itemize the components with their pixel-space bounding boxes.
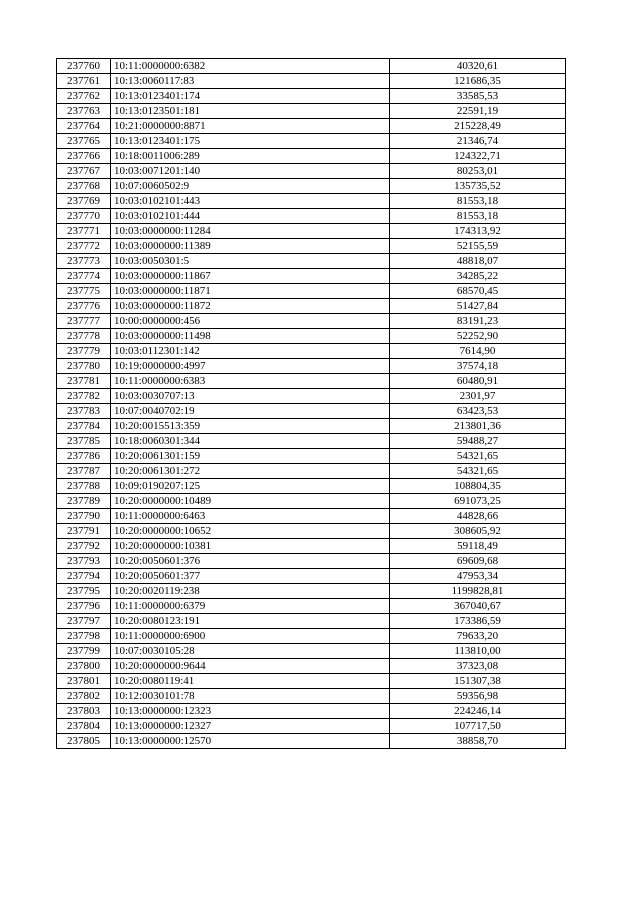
value-cell: 213801,36: [390, 419, 566, 434]
value-cell: 69609,68: [390, 554, 566, 569]
value-cell: 48818,07: [390, 254, 566, 269]
value-cell: 52252,90: [390, 329, 566, 344]
cadastral-number-cell: 10:19:0000000:4997: [111, 359, 390, 374]
table-row: [57, 314, 566, 329]
row-id-cell: 237760: [57, 59, 111, 74]
cadastral-number-cell: 10:13:0000000:12323: [111, 704, 390, 719]
row-id-cell: 237783: [57, 404, 111, 419]
row-id-cell: 237778: [57, 329, 111, 344]
value-cell: 121686,35: [390, 74, 566, 89]
value-cell: 1199828,81: [390, 584, 566, 599]
table-row: [57, 419, 566, 434]
table-row: [57, 719, 566, 734]
table-row: [57, 524, 566, 539]
table-row: [57, 584, 566, 599]
table-row: [57, 374, 566, 389]
cadastral-number-cell: 10:12:0030101:78: [111, 689, 390, 704]
value-cell: 44828,66: [390, 509, 566, 524]
cadastral-number-cell: 10:03:0000000:11498: [111, 329, 390, 344]
row-id-cell: 237765: [57, 134, 111, 149]
cadastral-number-cell: 10:03:0030707:13: [111, 389, 390, 404]
row-id-cell: 237776: [57, 299, 111, 314]
table-row: [57, 599, 566, 614]
cadastral-number-cell: 10:13:0000000:12570: [111, 734, 390, 749]
value-cell: 308605,92: [390, 524, 566, 539]
table-row: [57, 629, 566, 644]
cadastral-number-cell: 10:11:0000000:6463: [111, 509, 390, 524]
value-cell: 59488,27: [390, 434, 566, 449]
table-row: [57, 689, 566, 704]
cadastral-number-cell: 10:18:0060301:344: [111, 434, 390, 449]
table-row: [57, 494, 566, 509]
row-id-cell: 237805: [57, 734, 111, 749]
table-row: [57, 194, 566, 209]
value-cell: 174313,92: [390, 224, 566, 239]
cadastral-number-cell: 10:18:0011006:289: [111, 149, 390, 164]
row-id-cell: 237796: [57, 599, 111, 614]
cadastral-number-cell: 10:13:0123501:181: [111, 104, 390, 119]
row-id-cell: 237781: [57, 374, 111, 389]
cadastral-number-cell: 10:07:0040702:19: [111, 404, 390, 419]
cadastral-number-cell: 10:21:0000000:8871: [111, 119, 390, 134]
table-row: [57, 614, 566, 629]
value-cell: 151307,38: [390, 674, 566, 689]
table-row: [57, 434, 566, 449]
value-cell: 21346,74: [390, 134, 566, 149]
value-cell: 2301,97: [390, 389, 566, 404]
table-row: [57, 659, 566, 674]
cadastral-number-cell: 10:03:0000000:11389: [111, 239, 390, 254]
value-cell: 54321,65: [390, 464, 566, 479]
cadastral-number-cell: 10:03:0102101:443: [111, 194, 390, 209]
row-id-cell: 237789: [57, 494, 111, 509]
value-cell: 37574,18: [390, 359, 566, 374]
value-cell: 54321,65: [390, 449, 566, 464]
cadastral-number-cell: 10:03:0000000:11871: [111, 284, 390, 299]
table-row: [57, 209, 566, 224]
cadastral-number-cell: 10:11:0000000:6383: [111, 374, 390, 389]
row-id-cell: 237770: [57, 209, 111, 224]
cadastral-number-cell: 10:20:0015513:359: [111, 419, 390, 434]
row-id-cell: 237793: [57, 554, 111, 569]
value-cell: 80253,01: [390, 164, 566, 179]
cadastral-number-cell: 10:20:0080119:41: [111, 674, 390, 689]
row-id-cell: 237780: [57, 359, 111, 374]
cadastral-number-cell: 10:00:0000000:456: [111, 314, 390, 329]
row-id-cell: 237766: [57, 149, 111, 164]
row-id-cell: 237772: [57, 239, 111, 254]
row-id-cell: 237792: [57, 539, 111, 554]
table-row: [57, 59, 566, 74]
row-id-cell: 237762: [57, 89, 111, 104]
table-row: [57, 704, 566, 719]
table-row: [57, 644, 566, 659]
cadastral-number-cell: 10:03:0102101:444: [111, 209, 390, 224]
row-id-cell: 237777: [57, 314, 111, 329]
value-cell: 51427,84: [390, 299, 566, 314]
table-row: [57, 74, 566, 89]
value-cell: 224246,14: [390, 704, 566, 719]
value-cell: 63423,53: [390, 404, 566, 419]
cadastral-number-cell: 10:07:0030105:28: [111, 644, 390, 659]
cadastral-number-cell: 10:20:0050601:377: [111, 569, 390, 584]
table-row: [57, 284, 566, 299]
cadastral-number-cell: 10:11:0000000:6379: [111, 599, 390, 614]
value-cell: 81553,18: [390, 194, 566, 209]
value-cell: 60480,91: [390, 374, 566, 389]
row-id-cell: 237774: [57, 269, 111, 284]
cadastral-number-cell: 10:11:0000000:6900: [111, 629, 390, 644]
cadastral-number-cell: 10:20:0050601:376: [111, 554, 390, 569]
table-row: [57, 179, 566, 194]
row-id-cell: 237804: [57, 719, 111, 734]
cadastral-number-cell: 10:20:0080123:191: [111, 614, 390, 629]
cadastral-number-cell: 10:13:0000000:12327: [111, 719, 390, 734]
value-cell: 124322,71: [390, 149, 566, 164]
row-id-cell: 237803: [57, 704, 111, 719]
table-row: [57, 164, 566, 179]
value-cell: 38858,70: [390, 734, 566, 749]
value-cell: 59118,49: [390, 539, 566, 554]
row-id-cell: 237763: [57, 104, 111, 119]
cadastral-number-cell: 10:03:0071201:140: [111, 164, 390, 179]
value-cell: 108804,35: [390, 479, 566, 494]
value-cell: 81553,18: [390, 209, 566, 224]
cadastral-number-cell: 10:13:0060117:83: [111, 74, 390, 89]
table-row: [57, 134, 566, 149]
row-id-cell: 237801: [57, 674, 111, 689]
table-row: [57, 299, 566, 314]
row-id-cell: 237782: [57, 389, 111, 404]
value-cell: 107717,50: [390, 719, 566, 734]
table-row: [57, 89, 566, 104]
table-row: [57, 254, 566, 269]
cadastral-number-cell: 10:20:0000000:10489: [111, 494, 390, 509]
cadastral-number-cell: 10:20:0000000:10652: [111, 524, 390, 539]
row-id-cell: 237795: [57, 584, 111, 599]
table-row: [57, 554, 566, 569]
value-cell: 691073,25: [390, 494, 566, 509]
row-id-cell: 237769: [57, 194, 111, 209]
cadastral-number-cell: 10:20:0061301:272: [111, 464, 390, 479]
row-id-cell: 237784: [57, 419, 111, 434]
cadastral-number-cell: 10:20:0020119:238: [111, 584, 390, 599]
row-id-cell: 237791: [57, 524, 111, 539]
table-row: [57, 344, 566, 359]
row-id-cell: 237771: [57, 224, 111, 239]
row-id-cell: 237786: [57, 449, 111, 464]
row-id-cell: 237773: [57, 254, 111, 269]
row-id-cell: 237790: [57, 509, 111, 524]
table-row: [57, 329, 566, 344]
row-id-cell: 237767: [57, 164, 111, 179]
cadastral-number-cell: 10:07:0060502:9: [111, 179, 390, 194]
row-id-cell: 237779: [57, 344, 111, 359]
table-row: [57, 539, 566, 554]
table-row: [57, 674, 566, 689]
cadastral-number-cell: 10:13:0123401:174: [111, 89, 390, 104]
value-cell: 79633,20: [390, 629, 566, 644]
value-cell: 367040,67: [390, 599, 566, 614]
cadastral-number-cell: 10:20:0061301:159: [111, 449, 390, 464]
table-row: [57, 569, 566, 584]
value-cell: 7614,90: [390, 344, 566, 359]
table-row: [57, 359, 566, 374]
value-cell: 83191,23: [390, 314, 566, 329]
value-cell: 59356,98: [390, 689, 566, 704]
cadastral-number-cell: 10:03:0000000:11867: [111, 269, 390, 284]
value-cell: 22591,19: [390, 104, 566, 119]
cadastral-number-cell: 10:03:0112301:142: [111, 344, 390, 359]
value-cell: 34285,22: [390, 269, 566, 284]
table-row: [57, 269, 566, 284]
cadastral-number-cell: 10:20:0000000:10381: [111, 539, 390, 554]
row-id-cell: 237768: [57, 179, 111, 194]
row-id-cell: 237802: [57, 689, 111, 704]
row-id-cell: 237798: [57, 629, 111, 644]
table-body: [57, 59, 566, 749]
cadastral-number-cell: 10:13:0123401:175: [111, 134, 390, 149]
cadastral-number-cell: 10:09:0190207:125: [111, 479, 390, 494]
row-id-cell: 237797: [57, 614, 111, 629]
cadastral-value-table: [56, 58, 566, 749]
table-row: [57, 224, 566, 239]
cadastral-number-cell: 10:11:0000000:6382: [111, 59, 390, 74]
row-id-cell: 237785: [57, 434, 111, 449]
cadastral-number-cell: 10:03:0050301:5: [111, 254, 390, 269]
row-id-cell: 237799: [57, 644, 111, 659]
cadastral-number-cell: 10:20:0000000:9644: [111, 659, 390, 674]
row-id-cell: 237764: [57, 119, 111, 134]
table-row: [57, 239, 566, 254]
table-row: [57, 104, 566, 119]
cadastral-number-cell: 10:03:0000000:11872: [111, 299, 390, 314]
row-id-cell: 237788: [57, 479, 111, 494]
row-id-cell: 237794: [57, 569, 111, 584]
value-cell: 33585,53: [390, 89, 566, 104]
table-row: [57, 119, 566, 134]
value-cell: 52155,59: [390, 239, 566, 254]
value-cell: 173386,59: [390, 614, 566, 629]
value-cell: 37323,08: [390, 659, 566, 674]
value-cell: 135735,52: [390, 179, 566, 194]
table-row: [57, 464, 566, 479]
cadastral-number-cell: 10:03:0000000:11284: [111, 224, 390, 239]
value-cell: 113810,00: [390, 644, 566, 659]
row-id-cell: 237775: [57, 284, 111, 299]
table-row: [57, 509, 566, 524]
table-row: [57, 449, 566, 464]
row-id-cell: 237761: [57, 74, 111, 89]
table-row: [57, 404, 566, 419]
value-cell: 47953,34: [390, 569, 566, 584]
value-cell: 68570,45: [390, 284, 566, 299]
table-row: [57, 149, 566, 164]
table-row: [57, 734, 566, 749]
table-row: [57, 479, 566, 494]
table-row: [57, 389, 566, 404]
row-id-cell: 237787: [57, 464, 111, 479]
row-id-cell: 237800: [57, 659, 111, 674]
value-cell: 215228,49: [390, 119, 566, 134]
value-cell: 40320,61: [390, 59, 566, 74]
